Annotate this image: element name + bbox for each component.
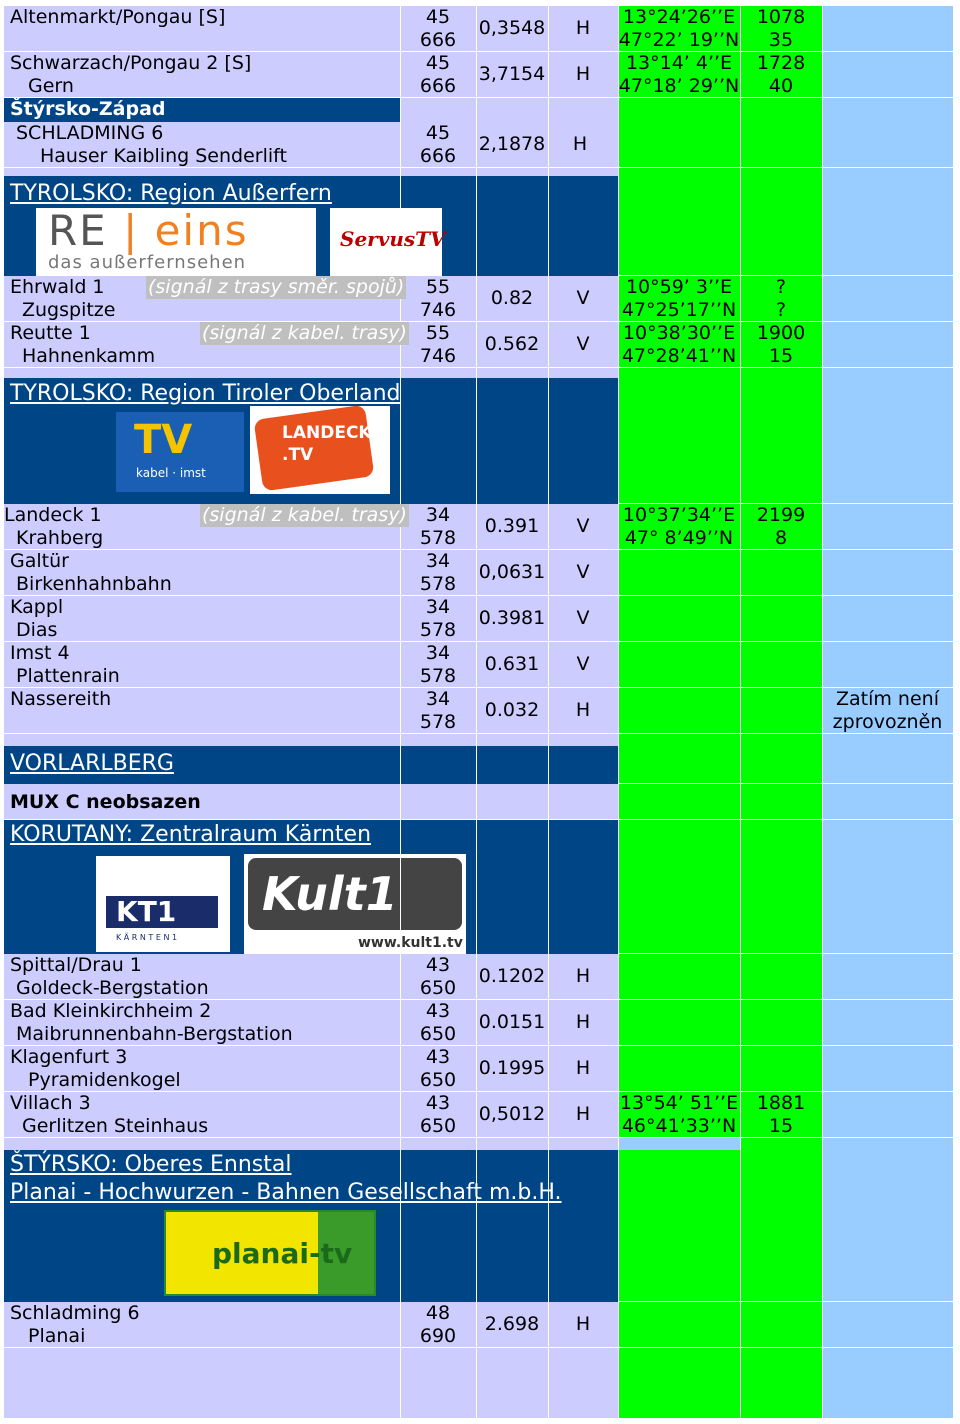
spacer bbox=[740, 368, 822, 378]
remark-cell bbox=[822, 98, 953, 168]
remark-cell bbox=[822, 6, 953, 52]
polarization-value: V bbox=[576, 515, 590, 537]
power-value: 0.562 bbox=[484, 333, 540, 355]
section-title: TYROLSKO: Region Außerfern bbox=[10, 181, 332, 206]
spacer bbox=[4, 734, 618, 746]
polarization-value: V bbox=[576, 333, 590, 355]
polarization-value: V bbox=[576, 561, 590, 583]
altitude-cell bbox=[740, 688, 822, 734]
altitude-cell bbox=[740, 784, 822, 820]
channel-frequency: 650 bbox=[419, 1023, 457, 1045]
power-value: 2.698 bbox=[484, 1313, 540, 1335]
station-name: Galtür bbox=[10, 550, 69, 572]
antenna-height: 35 bbox=[768, 29, 794, 51]
station-site: Dias bbox=[16, 619, 58, 641]
station-site: Krahberg bbox=[16, 527, 104, 549]
spacer bbox=[400, 168, 618, 176]
station-site: Pyramidenkogel bbox=[28, 1069, 181, 1091]
longitude: 10°38’30’’E bbox=[622, 322, 736, 344]
polarization-value: H bbox=[575, 1057, 591, 1079]
channel-number: 48 bbox=[425, 1302, 451, 1324]
polarization-value: V bbox=[576, 607, 590, 629]
section-title: TYROLSKO: Region Tiroler Oberland bbox=[10, 381, 401, 406]
empty-cell bbox=[548, 1348, 618, 1418]
remark-cell bbox=[822, 276, 953, 322]
station-site: Hauser Kaibling Senderlift bbox=[40, 145, 287, 167]
spacer bbox=[740, 1138, 822, 1150]
kult1-wordmark: Kult1 bbox=[262, 867, 398, 921]
polarization-value: H bbox=[575, 1313, 591, 1335]
landeck-wordmark: LANDECK bbox=[282, 423, 372, 443]
coordinates-cell bbox=[618, 688, 740, 734]
polarization-value: V bbox=[576, 287, 590, 309]
antenna-height: ? bbox=[775, 299, 787, 321]
channel-frequency: 578 bbox=[419, 573, 457, 595]
station-name: Klagenfurt 3 bbox=[10, 1046, 128, 1068]
coordinates-cell bbox=[618, 746, 740, 784]
empty-cell bbox=[4, 1348, 400, 1418]
power-value: 0.3981 bbox=[478, 607, 546, 629]
station-site: Goldeck-Bergstation bbox=[16, 977, 209, 999]
station-site: Gern bbox=[28, 75, 74, 97]
source-note: (signál z kabel. trasy) bbox=[202, 504, 407, 526]
polarization-value: V bbox=[576, 653, 590, 675]
spacer bbox=[4, 1138, 618, 1150]
tv-imst-wordmark: TV bbox=[134, 417, 193, 463]
spacer bbox=[740, 168, 822, 176]
channel-frequency: 666 bbox=[419, 145, 457, 167]
planai-wordmark: planai-tv bbox=[212, 1237, 353, 1270]
channel-number: 34 bbox=[425, 550, 451, 572]
antenna-height: 8 bbox=[774, 527, 788, 549]
polarization-value: H bbox=[575, 63, 591, 85]
altitude-cell bbox=[740, 746, 822, 784]
remark-cell bbox=[822, 1000, 953, 1046]
coordinates-cell bbox=[618, 1150, 740, 1302]
power-value: 0.0151 bbox=[478, 1011, 546, 1033]
polarization-value: H bbox=[575, 699, 591, 721]
channel-number: 43 bbox=[425, 1046, 451, 1068]
remark-cell bbox=[822, 176, 953, 276]
altitude-cell bbox=[740, 98, 822, 168]
spacer bbox=[740, 734, 822, 746]
remark-cell bbox=[822, 1046, 953, 1092]
spacer bbox=[822, 168, 953, 176]
remark-cell bbox=[822, 954, 953, 1000]
channel-frequency: 578 bbox=[419, 527, 457, 549]
latitude: 47° 8’49’’N bbox=[624, 527, 734, 549]
tv-imst-tagline: kabel · imst bbox=[136, 466, 206, 480]
station-site: Birkenhahnbahn bbox=[16, 573, 172, 595]
power-value: 0,3548 bbox=[478, 17, 546, 39]
altitude: 2199 bbox=[756, 504, 806, 526]
channel-number: 34 bbox=[425, 596, 451, 618]
altitude-cell bbox=[740, 1150, 822, 1302]
station-name: Nassereith bbox=[10, 688, 112, 710]
longitude: 13°14’ 4’’E bbox=[625, 52, 733, 74]
grid-line bbox=[740, 0, 741, 1418]
remark-cell bbox=[822, 784, 953, 820]
station-name: Bad Kleinkirchheim 2 bbox=[10, 1000, 212, 1022]
station-site: Hahnenkamm bbox=[22, 345, 156, 367]
channel-number: 55 bbox=[425, 276, 451, 298]
channel-number: 45 bbox=[425, 52, 451, 74]
station-cell bbox=[4, 596, 400, 642]
station-name: Imst 4 bbox=[10, 642, 70, 664]
polarization-value: H bbox=[572, 133, 588, 155]
channel-frequency: 650 bbox=[419, 1115, 457, 1137]
channel-frequency: 746 bbox=[419, 345, 457, 367]
remark-cell bbox=[822, 596, 953, 642]
station-site: Maibrunnenbahn-Bergstation bbox=[16, 1023, 293, 1045]
power-value: 0.631 bbox=[484, 653, 540, 675]
power-value: 0,5012 bbox=[478, 1103, 546, 1125]
polarization-value: H bbox=[575, 1011, 591, 1033]
channel-number: 43 bbox=[425, 1000, 451, 1022]
grid-line bbox=[618, 0, 619, 1418]
channel-frequency: 666 bbox=[419, 29, 457, 51]
station-name: Schladming 6 bbox=[10, 1302, 140, 1324]
coordinates-cell bbox=[618, 820, 740, 954]
coordinates-cell bbox=[618, 1302, 740, 1348]
channel-number: 43 bbox=[425, 954, 451, 976]
spacer bbox=[618, 368, 740, 378]
channel-frequency: 578 bbox=[419, 619, 457, 641]
mux-label: MUX C neobsazen bbox=[10, 791, 201, 813]
channel-frequency: 578 bbox=[419, 711, 457, 733]
polarization-value: H bbox=[575, 965, 591, 987]
altitude-cell bbox=[740, 176, 822, 276]
coordinates-cell bbox=[618, 596, 740, 642]
remark-cell bbox=[822, 1092, 953, 1138]
channel-number: 45 bbox=[425, 122, 451, 144]
section-title: VORLARLBERG bbox=[10, 751, 174, 776]
empty-cell bbox=[476, 1348, 548, 1418]
empty-cell bbox=[740, 1348, 822, 1418]
remark-cell bbox=[822, 322, 953, 368]
coordinates-cell bbox=[618, 1000, 740, 1046]
mux-cell bbox=[400, 784, 618, 820]
remark-line-1: Zatím není bbox=[836, 688, 939, 710]
station-site: Planai bbox=[28, 1325, 86, 1347]
region-label: Štýrsko-Západ bbox=[10, 98, 166, 120]
channel-frequency: 666 bbox=[419, 75, 457, 97]
station-name: Spittal/Drau 1 bbox=[10, 954, 142, 976]
station-site: Zugspitze bbox=[22, 299, 116, 321]
channel-number: 34 bbox=[425, 504, 451, 526]
longitude: 10°59’ 3’’E bbox=[625, 276, 733, 298]
landeck-suffix: .TV bbox=[282, 445, 314, 465]
section-title: KORUTANY: Zentralraum Kärnten bbox=[10, 822, 372, 847]
spacer bbox=[4, 368, 618, 378]
altitude-cell bbox=[740, 550, 822, 596]
remark-cell bbox=[822, 820, 953, 954]
coordinates-cell bbox=[618, 98, 740, 168]
antenna-height: 15 bbox=[768, 1115, 794, 1137]
coordinates-cell bbox=[618, 954, 740, 1000]
servus-wordmark: ServusTV bbox=[340, 227, 446, 251]
channel-frequency: 650 bbox=[419, 1069, 457, 1091]
remark-cell bbox=[822, 642, 953, 688]
station-name: Kappl bbox=[10, 596, 64, 618]
altitude-cell bbox=[740, 1000, 822, 1046]
remark-cell bbox=[822, 378, 953, 504]
latitude: 47°18’ 29’’N bbox=[618, 75, 740, 97]
station-name: Villach 3 bbox=[10, 1092, 91, 1114]
spacer bbox=[618, 1138, 740, 1150]
altitude: 1078 bbox=[756, 6, 806, 28]
altitude-cell bbox=[740, 1302, 822, 1348]
station-name: SCHLADMING 6 bbox=[16, 122, 164, 144]
spacer bbox=[618, 734, 740, 746]
power-value: 0.391 bbox=[484, 515, 540, 537]
power-value: 2,1878 bbox=[478, 133, 546, 155]
remark-line-2: zprovozněn bbox=[832, 711, 943, 733]
empty-cell bbox=[400, 1348, 476, 1418]
station-name: Schwarzach/Pongau 2 [S] bbox=[10, 52, 252, 74]
re-eins-wordmark: RE | eins bbox=[48, 206, 249, 255]
channel-number: 34 bbox=[425, 642, 451, 664]
source-note: (signál z trasy směr. spojů) bbox=[148, 276, 405, 298]
coordinates-cell bbox=[618, 176, 740, 276]
empty-cell bbox=[822, 1348, 953, 1418]
station-site: Gerlitzen Steinhaus bbox=[22, 1115, 209, 1137]
coordinates-cell bbox=[618, 784, 740, 820]
empty-cell bbox=[618, 1348, 740, 1418]
channel-number: 34 bbox=[425, 688, 451, 710]
source-note: (signál z kabel. trasy) bbox=[202, 322, 407, 344]
altitude: 1728 bbox=[756, 52, 806, 74]
remark-cell bbox=[822, 550, 953, 596]
kult1-url: www.kult1.tv bbox=[358, 935, 463, 951]
altitude-cell bbox=[740, 954, 822, 1000]
remark-cell bbox=[822, 746, 953, 784]
longitude: 13°54’ 51’’E bbox=[619, 1092, 739, 1114]
coordinates-cell bbox=[618, 378, 740, 504]
altitude-cell bbox=[740, 642, 822, 688]
coordinates-cell bbox=[618, 1046, 740, 1092]
station-name: Reutte 1 bbox=[10, 322, 91, 344]
kt1-tagline: K Ä R N T E N 1 bbox=[116, 933, 178, 942]
remark-cell bbox=[822, 504, 953, 550]
coordinates-cell bbox=[618, 550, 740, 596]
power-value: 0.1995 bbox=[478, 1057, 546, 1079]
polarization-value: H bbox=[575, 17, 591, 39]
channel-number: 45 bbox=[425, 6, 451, 28]
altitude-cell bbox=[740, 378, 822, 504]
spacer bbox=[4, 168, 400, 176]
station-name: Altenmarkt/Pongau [S] bbox=[10, 6, 226, 28]
longitude: 13°24’26’’E bbox=[622, 6, 736, 28]
antenna-height: 15 bbox=[768, 345, 794, 367]
latitude: 47°25’17’’N bbox=[621, 299, 737, 321]
altitude-cell bbox=[740, 820, 822, 954]
polarization-value: H bbox=[575, 1103, 591, 1125]
altitude: 1881 bbox=[756, 1092, 806, 1114]
latitude: 47°22’ 19’’N bbox=[618, 29, 740, 51]
channel-frequency: 690 bbox=[419, 1325, 457, 1347]
channel-frequency: 746 bbox=[419, 299, 457, 321]
section-subtitle: Planai - Hochwurzen - Bahnen Gesellschaft m.b.H. bbox=[10, 1180, 562, 1205]
remark-cell bbox=[822, 1150, 953, 1302]
channel-frequency: 578 bbox=[419, 665, 457, 687]
spacer bbox=[822, 734, 953, 746]
power-value: 0.1202 bbox=[478, 965, 546, 987]
channel-number: 55 bbox=[425, 322, 451, 344]
power-value: 0.82 bbox=[490, 287, 534, 309]
channel-frequency: 650 bbox=[419, 977, 457, 999]
landeck-badge bbox=[254, 405, 375, 492]
channel-number: 43 bbox=[425, 1092, 451, 1114]
altitude-cell bbox=[740, 596, 822, 642]
antenna-height: 40 bbox=[768, 75, 794, 97]
station-name: Landeck 1 bbox=[4, 504, 102, 526]
altitude: ? bbox=[775, 276, 787, 298]
latitude: 47°28’41’’N bbox=[621, 345, 737, 367]
spacer bbox=[822, 368, 953, 378]
station-name: Ehrwald 1 bbox=[10, 276, 105, 298]
spacer bbox=[618, 168, 740, 176]
latitude: 46°41’33’’N bbox=[621, 1115, 737, 1137]
kt1-wordmark: KT1 bbox=[116, 895, 177, 928]
altitude-cell bbox=[740, 1046, 822, 1092]
altitude: 1900 bbox=[756, 322, 806, 344]
re-eins-tagline: das außerfernsehen bbox=[48, 252, 247, 273]
remark-cell bbox=[822, 1302, 953, 1348]
remark-cell bbox=[822, 52, 953, 98]
power-value: 3,7154 bbox=[478, 63, 546, 85]
longitude: 10°37’34’’E bbox=[622, 504, 736, 526]
power-value: 0.032 bbox=[484, 699, 540, 721]
power-value: 0,0631 bbox=[478, 561, 546, 583]
spacer bbox=[822, 1138, 953, 1150]
station-site: Plattenrain bbox=[16, 665, 120, 687]
section-title: ŠTÝRSKO: Oberes Ennstal bbox=[10, 1152, 292, 1177]
coordinates-cell bbox=[618, 642, 740, 688]
